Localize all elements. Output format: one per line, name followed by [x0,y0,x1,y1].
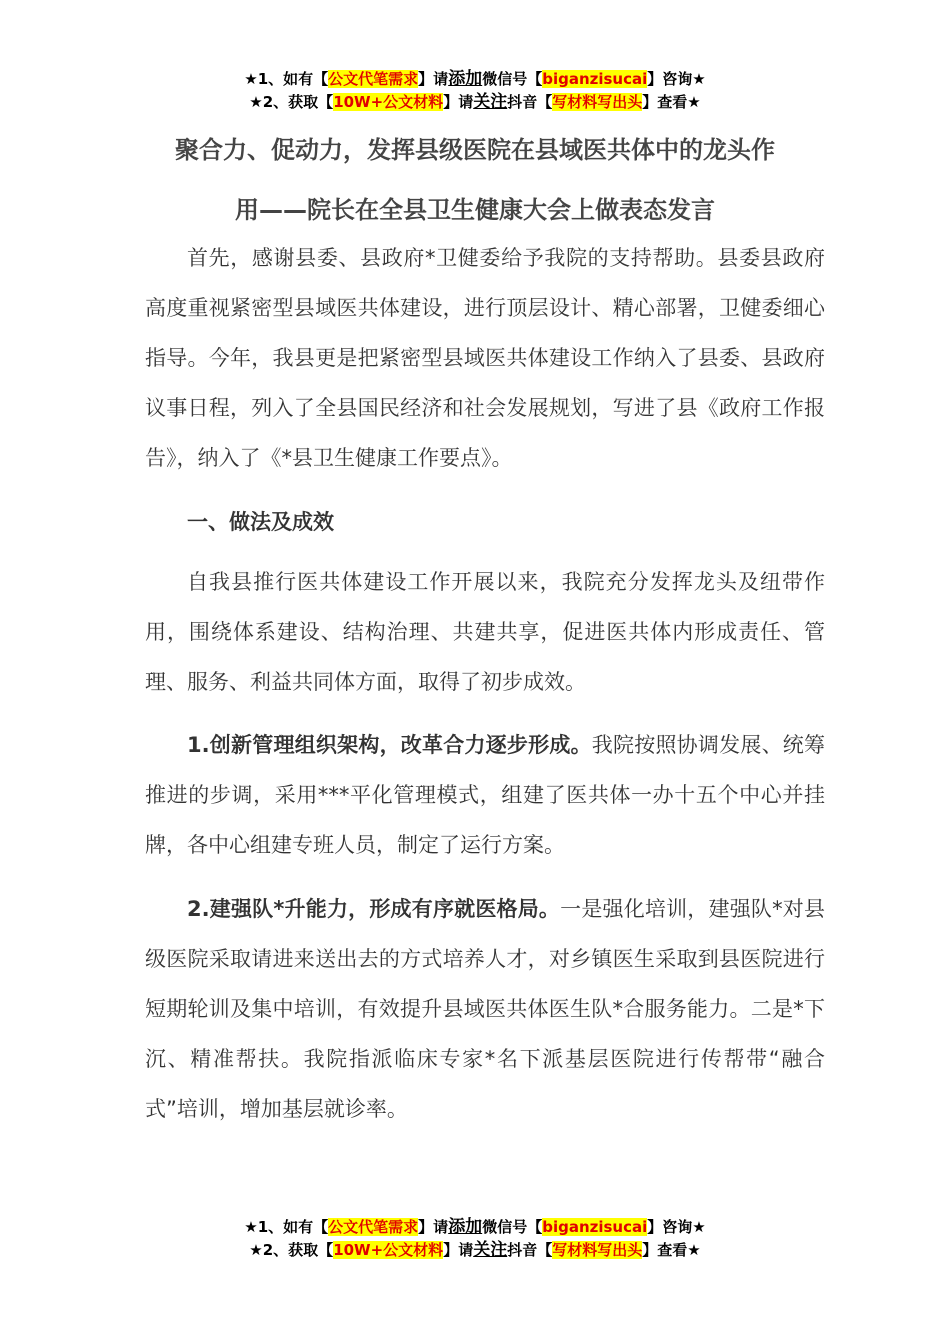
promo-text: 】咨询★ [647,1218,706,1236]
promo-text: 微信号【 [482,1218,543,1236]
promo-douyin-id: 写材料写出头 [552,1241,643,1259]
item-2-lead: 2.建强队*升能力，形成有序就医格局。 [187,897,561,921]
promo-line-2 [0,91,950,114]
item-2-body: 一是强化培训，建强队*对县级医院采取请进来送出去的方式培养人才，对乡镇医生采取到县医院进行短期轮训及集中培训，有效提升县域医共体医生队*合服务能力。二是*下沉、精准帮扶。我院指派临床专家*名下派基层医院进行传帮带“融合式”培训，增加基层就诊率。 [145,897,825,1121]
paragraph-intro: 首先，感谢县委、县政府*卫健委给予我院的支持帮助。县委县政府高度重视紧密型县域医共体建设，进行顶层设计、精心部署，卫健委细心指导。今年，我县更是把紧密型县域医共体建设工作纳入了县委、县政府议事日程，列入了全县国民经济和社会发展规划，写进了县《政府工作报告》，纳入了《*县卫生健康工作要点》。 [145,246,825,470]
title-line-1: 聚合力、促动力，发挥县级医院在县域医共体中的龙头作 [175,136,775,164]
promo-underline: 关注 [473,1240,508,1260]
promo-text: ★2、获取【 [249,93,334,111]
promo-text: 】请 [443,1241,474,1259]
promo-text: ★1、如有【 [244,70,329,88]
promo-highlight: 公文代笔需求 [328,70,419,88]
promo-text: ★1、如有【 [244,1218,329,1236]
item-1-body: 我院按照协调发展、统筹推进的步调，采用***平化管理模式，组建了医共体一办十五个中心并挂牌，各中心组建专班人员，制定了运行方案。 [145,733,826,857]
promo-banner-bottom [0,1216,950,1262]
paragraph-item-1 [145,720,825,870]
promo-underline: 添加 [448,69,483,89]
promo-line-1 [0,1216,950,1239]
paragraph-item-2 [145,884,825,1134]
promo-line-1 [0,68,950,91]
promo-highlight: 10W+公文材料 [333,93,444,111]
promo-highlight: 10W+公文材料 [333,1241,444,1259]
promo-text: 抖音【 [507,1241,553,1259]
promo-banner-top [0,68,950,114]
section-heading: 一、做法及成效 [187,510,334,534]
promo-text: 抖音【 [507,93,553,111]
promo-wechat-id: biganzisucai [542,1218,648,1236]
promo-text: 】请 [418,70,449,88]
item-1-lead: 1.创新管理组织架构，改革合力逐步形成。 [187,733,592,757]
promo-text: 】咨询★ [647,70,706,88]
promo-text: 微信号【 [482,70,543,88]
promo-text: 】请 [418,1218,449,1236]
document-title [120,120,830,240]
promo-text: 】查看★ [642,1241,701,1259]
promo-douyin-id: 写材料写出头 [552,93,643,111]
promo-text: 】请 [443,93,474,111]
promo-underline: 关注 [473,92,508,112]
promo-line-2 [0,1239,950,1262]
promo-highlight: 公文代笔需求 [328,1218,419,1236]
promo-wechat-id: biganzisucai [542,70,648,88]
promo-text: 】查看★ [642,93,701,111]
paragraph-overview: 自我县推行医共体建设工作开展以来，我院充分发挥龙头及纽带作用，围绕体系建设、结构治理、共建共享，促进医共体内形成责任、管理、服务、利益共同体方面，取得了初步成效。 [145,570,825,694]
promo-text: ★2、获取【 [249,1241,334,1259]
promo-underline: 添加 [448,1217,483,1237]
title-line-2: 用——院长在全县卫生健康大会上做表态发言 [235,196,715,224]
